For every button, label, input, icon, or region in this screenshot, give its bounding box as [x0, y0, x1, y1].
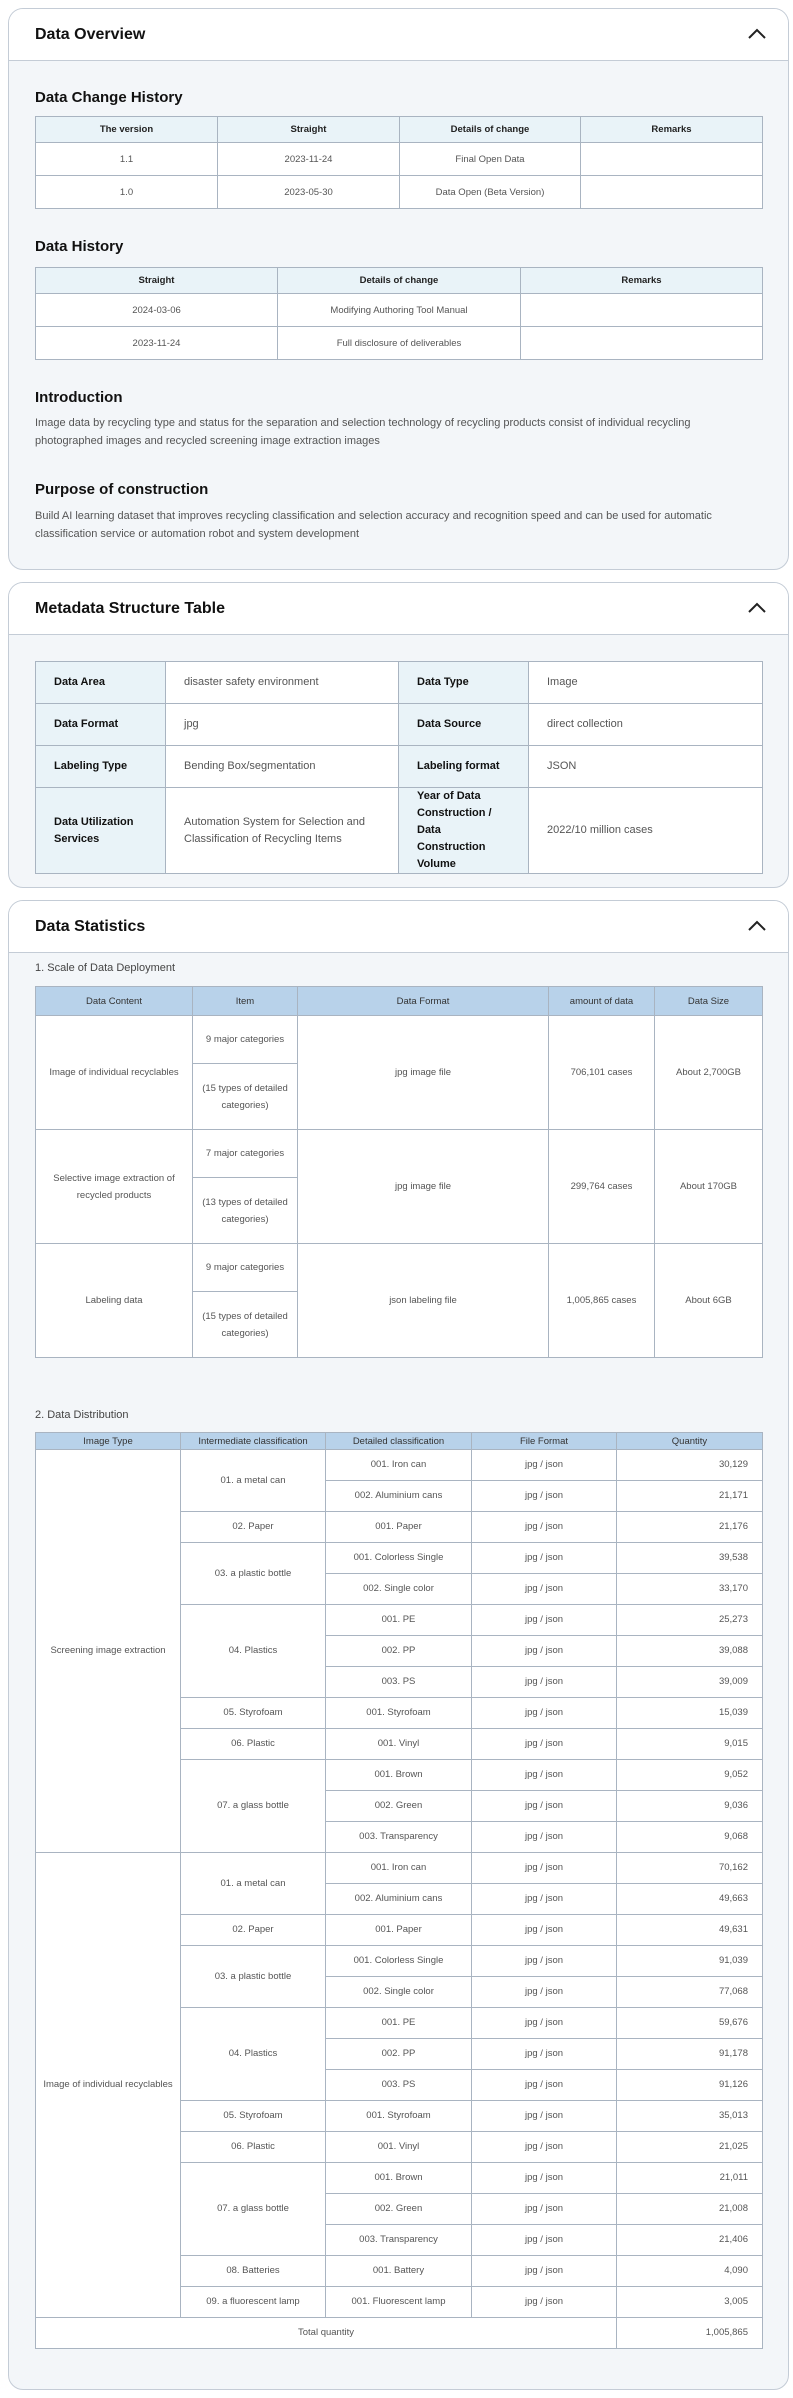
- total-label-cell: Total quantity: [36, 2318, 617, 2349]
- file-format-cell: jpg / json: [472, 1977, 617, 2008]
- item-detail-cell: (15 types of detailed categories): [193, 1064, 298, 1130]
- quantity-cell: 9,052: [617, 1760, 763, 1791]
- column-header: Straight: [36, 268, 278, 294]
- quantity-cell: 9,015: [617, 1729, 763, 1760]
- quantity-cell: 4,090: [617, 2256, 763, 2287]
- column-header: Remarks: [581, 117, 763, 143]
- column-header: File Format: [472, 1433, 617, 1450]
- quantity-cell: 15,039: [617, 1698, 763, 1729]
- column-header: Straight: [218, 117, 400, 143]
- detail-cell: 002. PP: [326, 1636, 472, 1667]
- column-header: Data Size: [655, 987, 763, 1016]
- distribution-subtitle: 2. Data Distribution: [35, 1409, 129, 1421]
- intermediate-cell: 02. Paper: [181, 1512, 326, 1543]
- file-format-cell: jpg / json: [472, 1450, 617, 1481]
- table-row: [36, 143, 763, 176]
- statistics-header[interactable]: [9, 901, 788, 953]
- detail-cell: 001. Vinyl: [326, 2132, 472, 2163]
- data-history-title: Data History: [35, 238, 124, 255]
- quantity-cell: 30,129: [617, 1450, 763, 1481]
- data-size-cell: About 2,700GB: [655, 1016, 763, 1130]
- scale-subtitle: 1. Scale of Data Deployment: [35, 962, 176, 974]
- metadata-label: Year of Data Construction / Data Construction Volume: [399, 788, 529, 874]
- item-detail-cell: (15 types of detailed categories): [193, 1292, 298, 1358]
- intermediate-cell: 09. a fluorescent lamp: [181, 2287, 326, 2318]
- purpose-text: Build AI learning dataset that improves recycling classification and selection accuracy and recognition speed and can be used for automatic classification service or automation robot and system development: [35, 510, 712, 540]
- detail-cell: 003. Transparency: [326, 1822, 472, 1853]
- detail-cell: 001. Paper: [326, 1915, 472, 1946]
- file-format-cell: jpg / json: [472, 2132, 617, 2163]
- metadata-label: Data Format: [36, 704, 166, 746]
- table-cell: [521, 327, 763, 360]
- quantity-cell: 35,013: [617, 2101, 763, 2132]
- file-format-cell: jpg / json: [472, 2008, 617, 2039]
- data-history-table: [35, 267, 763, 360]
- detail-cell: 001. Vinyl: [326, 1729, 472, 1760]
- data-overview-title: Data Overview: [35, 26, 146, 43]
- introduction-text: Image data by recycling type and status for the separation and selection technology of recycling products consist of individual recycling photographed images and recycled screening image extraction images: [35, 417, 691, 447]
- quantity-cell: 91,039: [617, 1946, 763, 1977]
- intermediate-cell: 03. a plastic bottle: [181, 1946, 326, 2008]
- data-size-cell: About 170GB: [655, 1130, 763, 1244]
- amount-cell: 706,101 cases: [549, 1016, 655, 1130]
- metadata-label: Labeling Type: [36, 746, 166, 788]
- quantity-cell: 91,126: [617, 2070, 763, 2101]
- metadata-value: disaster safety environment: [166, 662, 399, 704]
- detail-cell: 001. Paper: [326, 1512, 472, 1543]
- data-size-cell: About 6GB: [655, 1244, 763, 1358]
- data-content-cell: Image of individual recyclables: [36, 1016, 193, 1130]
- change-history-title: Data Change History: [35, 89, 183, 106]
- detail-cell: 001. Battery: [326, 2256, 472, 2287]
- file-format-cell: jpg / json: [472, 1512, 617, 1543]
- intermediate-cell: 01. a metal can: [181, 1450, 326, 1512]
- chevron-up-icon[interactable]: [748, 28, 766, 40]
- detail-cell: 001. Brown: [326, 1760, 472, 1791]
- quantity-cell: 70,162: [617, 1853, 763, 1884]
- column-header: Data Content: [36, 987, 193, 1016]
- quantity-cell: 21,011: [617, 2163, 763, 2194]
- file-format-cell: jpg / json: [472, 2070, 617, 2101]
- metadata-value: jpg: [166, 704, 399, 746]
- data-format-cell: jpg image file: [298, 1016, 549, 1130]
- file-format-cell: jpg / json: [472, 1729, 617, 1760]
- table-cell: Full disclosure of deliverables: [278, 327, 521, 360]
- table-cell: 2023-05-30: [218, 176, 400, 209]
- total-row: [36, 2318, 763, 2349]
- detail-cell: 001. Iron can: [326, 1853, 472, 1884]
- quantity-cell: 21,171: [617, 1481, 763, 1512]
- table-row: [36, 1853, 763, 1884]
- detail-cell: 002. PP: [326, 2039, 472, 2070]
- metadata-row: [36, 746, 763, 788]
- column-header: Item: [193, 987, 298, 1016]
- table-cell: [581, 143, 763, 176]
- metadata-panel: [8, 582, 789, 888]
- detail-cell: 001. Brown: [326, 2163, 472, 2194]
- detail-cell: 001. Colorless Single: [326, 1946, 472, 1977]
- column-header: Remarks: [521, 268, 763, 294]
- metadata-value: JSON: [529, 746, 763, 788]
- data-content-cell: Selective image extraction of recycled products: [36, 1130, 193, 1244]
- column-header: Data Format: [298, 987, 549, 1016]
- detail-cell: 001. Styrofoam: [326, 1698, 472, 1729]
- data-overview-header[interactable]: [9, 9, 788, 61]
- quantity-cell: 3,005: [617, 2287, 763, 2318]
- file-format-cell: jpg / json: [472, 1822, 617, 1853]
- intermediate-cell: 07. a glass bottle: [181, 1760, 326, 1853]
- metadata-table: [35, 661, 763, 874]
- file-format-cell: jpg / json: [472, 1605, 617, 1636]
- table-cell: [521, 294, 763, 327]
- metadata-title: Metadata Structure Table: [35, 600, 225, 617]
- detail-cell: 001. Fluorescent lamp: [326, 2287, 472, 2318]
- detail-cell: 002. Green: [326, 1791, 472, 1822]
- detail-cell: 002. Single color: [326, 1977, 472, 2008]
- quantity-cell: 49,663: [617, 1884, 763, 1915]
- table-row: [36, 1244, 763, 1292]
- metadata-value: Automation System for Selection and Classification of Recycling Items: [166, 788, 399, 874]
- table-cell: Data Open (Beta Version): [400, 176, 581, 209]
- column-header: Details of change: [400, 117, 581, 143]
- column-header: Quantity: [617, 1433, 763, 1450]
- total-value-cell: 1,005,865: [617, 2318, 763, 2349]
- quantity-cell: 49,631: [617, 1915, 763, 1946]
- change-history-table: [35, 116, 763, 209]
- file-format-cell: jpg / json: [472, 2101, 617, 2132]
- scale-table: [35, 986, 763, 1358]
- metadata-label: Data Type: [399, 662, 529, 704]
- table-cell: 1.1: [36, 143, 218, 176]
- table-cell: 2024-03-06: [36, 294, 278, 327]
- file-format-cell: jpg / json: [472, 2256, 617, 2287]
- file-format-cell: jpg / json: [472, 1884, 617, 1915]
- quantity-cell: 25,273: [617, 1605, 763, 1636]
- column-header: Details of change: [278, 268, 521, 294]
- metadata-row: [36, 704, 763, 746]
- intermediate-cell: 05. Styrofoam: [181, 1698, 326, 1729]
- introduction-title: Introduction: [35, 389, 123, 406]
- column-header: The version: [36, 117, 218, 143]
- detail-cell: 002. Single color: [326, 1574, 472, 1605]
- data-format-cell: jpg image file: [298, 1130, 549, 1244]
- quantity-cell: 21,176: [617, 1512, 763, 1543]
- detail-cell: 003. Transparency: [326, 2225, 472, 2256]
- quantity-cell: 91,178: [617, 2039, 763, 2070]
- image-type-cell: Image of individual recyclables: [36, 1853, 181, 2318]
- quantity-cell: 21,008: [617, 2194, 763, 2225]
- metadata-header[interactable]: [9, 583, 788, 635]
- intermediate-cell: 08. Batteries: [181, 2256, 326, 2287]
- intermediate-cell: 03. a plastic bottle: [181, 1543, 326, 1605]
- file-format-cell: jpg / json: [472, 2225, 617, 2256]
- detail-cell: 002. Aluminium cans: [326, 1884, 472, 1915]
- distribution-table: [35, 1432, 763, 2349]
- column-header: Intermediate classification: [181, 1433, 326, 1450]
- detail-cell: 001. PE: [326, 1605, 472, 1636]
- table-cell: 2023-11-24: [36, 327, 278, 360]
- quantity-cell: 9,036: [617, 1791, 763, 1822]
- chevron-up-icon[interactable]: [748, 920, 766, 932]
- item-detail-cell: (13 types of detailed categories): [193, 1178, 298, 1244]
- column-header: amount of data: [549, 987, 655, 1016]
- quantity-cell: 77,068: [617, 1977, 763, 2008]
- table-row: [36, 1016, 763, 1064]
- file-format-cell: jpg / json: [472, 1481, 617, 1512]
- image-type-cell: Screening image extraction: [36, 1450, 181, 1853]
- table-cell: 2023-11-24: [218, 143, 400, 176]
- metadata-row: [36, 662, 763, 704]
- table-cell: [581, 176, 763, 209]
- metadata-label: Data Area: [36, 662, 166, 704]
- metadata-row: [36, 788, 763, 874]
- chevron-up-icon[interactable]: [748, 602, 766, 614]
- intermediate-cell: 02. Paper: [181, 1915, 326, 1946]
- table-cell: Final Open Data: [400, 143, 581, 176]
- intermediate-cell: 07. a glass bottle: [181, 2163, 326, 2256]
- quantity-cell: 39,088: [617, 1636, 763, 1667]
- file-format-cell: jpg / json: [472, 1698, 617, 1729]
- file-format-cell: jpg / json: [472, 1915, 617, 1946]
- table-cell: Modifying Authoring Tool Manual: [278, 294, 521, 327]
- data-content-cell: Labeling data: [36, 1244, 193, 1358]
- file-format-cell: jpg / json: [472, 2039, 617, 2070]
- file-format-cell: jpg / json: [472, 1853, 617, 1884]
- metadata-value: Bending Box/segmentation: [166, 746, 399, 788]
- detail-cell: 003. PS: [326, 1667, 472, 1698]
- file-format-cell: jpg / json: [472, 1543, 617, 1574]
- detail-cell: 002. Aluminium cans: [326, 1481, 472, 1512]
- file-format-cell: jpg / json: [472, 1574, 617, 1605]
- metadata-label: Data Source: [399, 704, 529, 746]
- detail-cell: 001. Iron can: [326, 1450, 472, 1481]
- file-format-cell: jpg / json: [472, 1791, 617, 1822]
- intermediate-cell: 04. Plastics: [181, 2008, 326, 2101]
- quantity-cell: 21,025: [617, 2132, 763, 2163]
- quantity-cell: 39,009: [617, 1667, 763, 1698]
- detail-cell: 002. Green: [326, 2194, 472, 2225]
- quantity-cell: 21,406: [617, 2225, 763, 2256]
- detail-cell: 003. PS: [326, 2070, 472, 2101]
- table-cell: 1.0: [36, 176, 218, 209]
- quantity-cell: 9,068: [617, 1822, 763, 1853]
- item-major-cell: 7 major categories: [193, 1130, 298, 1178]
- table-row: [36, 1130, 763, 1178]
- intermediate-cell: 01. a metal can: [181, 1853, 326, 1915]
- table-row: [36, 327, 763, 360]
- table-row: [36, 294, 763, 327]
- intermediate-cell: 06. Plastic: [181, 1729, 326, 1760]
- statistics-panel: [8, 900, 789, 2390]
- file-format-cell: jpg / json: [472, 1946, 617, 1977]
- file-format-cell: jpg / json: [472, 2194, 617, 2225]
- file-format-cell: jpg / json: [472, 1760, 617, 1791]
- intermediate-cell: 04. Plastics: [181, 1605, 326, 1698]
- statistics-title: Data Statistics: [35, 918, 146, 935]
- intermediate-cell: 06. Plastic: [181, 2132, 326, 2163]
- column-header: Image Type: [36, 1433, 181, 1450]
- quantity-cell: 33,170: [617, 1574, 763, 1605]
- metadata-value: direct collection: [529, 704, 763, 746]
- amount-cell: 299,764 cases: [549, 1130, 655, 1244]
- file-format-cell: jpg / json: [472, 2287, 617, 2318]
- file-format-cell: jpg / json: [472, 1636, 617, 1667]
- data-format-cell: json labeling file: [298, 1244, 549, 1358]
- file-format-cell: jpg / json: [472, 1667, 617, 1698]
- intermediate-cell: 05. Styrofoam: [181, 2101, 326, 2132]
- detail-cell: 001. PE: [326, 2008, 472, 2039]
- detail-cell: 001. Colorless Single: [326, 1543, 472, 1574]
- metadata-value: 2022/10 million cases: [529, 788, 763, 874]
- metadata-label: Labeling format: [399, 746, 529, 788]
- quantity-cell: 59,676: [617, 2008, 763, 2039]
- detail-cell: 001. Styrofoam: [326, 2101, 472, 2132]
- quantity-cell: 39,538: [617, 1543, 763, 1574]
- table-row: [36, 176, 763, 209]
- item-major-cell: 9 major categories: [193, 1016, 298, 1064]
- item-major-cell: 9 major categories: [193, 1244, 298, 1292]
- column-header: Detailed classification: [326, 1433, 472, 1450]
- metadata-value: Image: [529, 662, 763, 704]
- metadata-label: Data Utilization Services: [36, 788, 166, 874]
- amount-cell: 1,005,865 cases: [549, 1244, 655, 1358]
- data-overview-panel: [8, 8, 789, 570]
- table-row: [36, 1450, 763, 1481]
- purpose-title: Purpose of construction: [35, 481, 209, 498]
- file-format-cell: jpg / json: [472, 2163, 617, 2194]
